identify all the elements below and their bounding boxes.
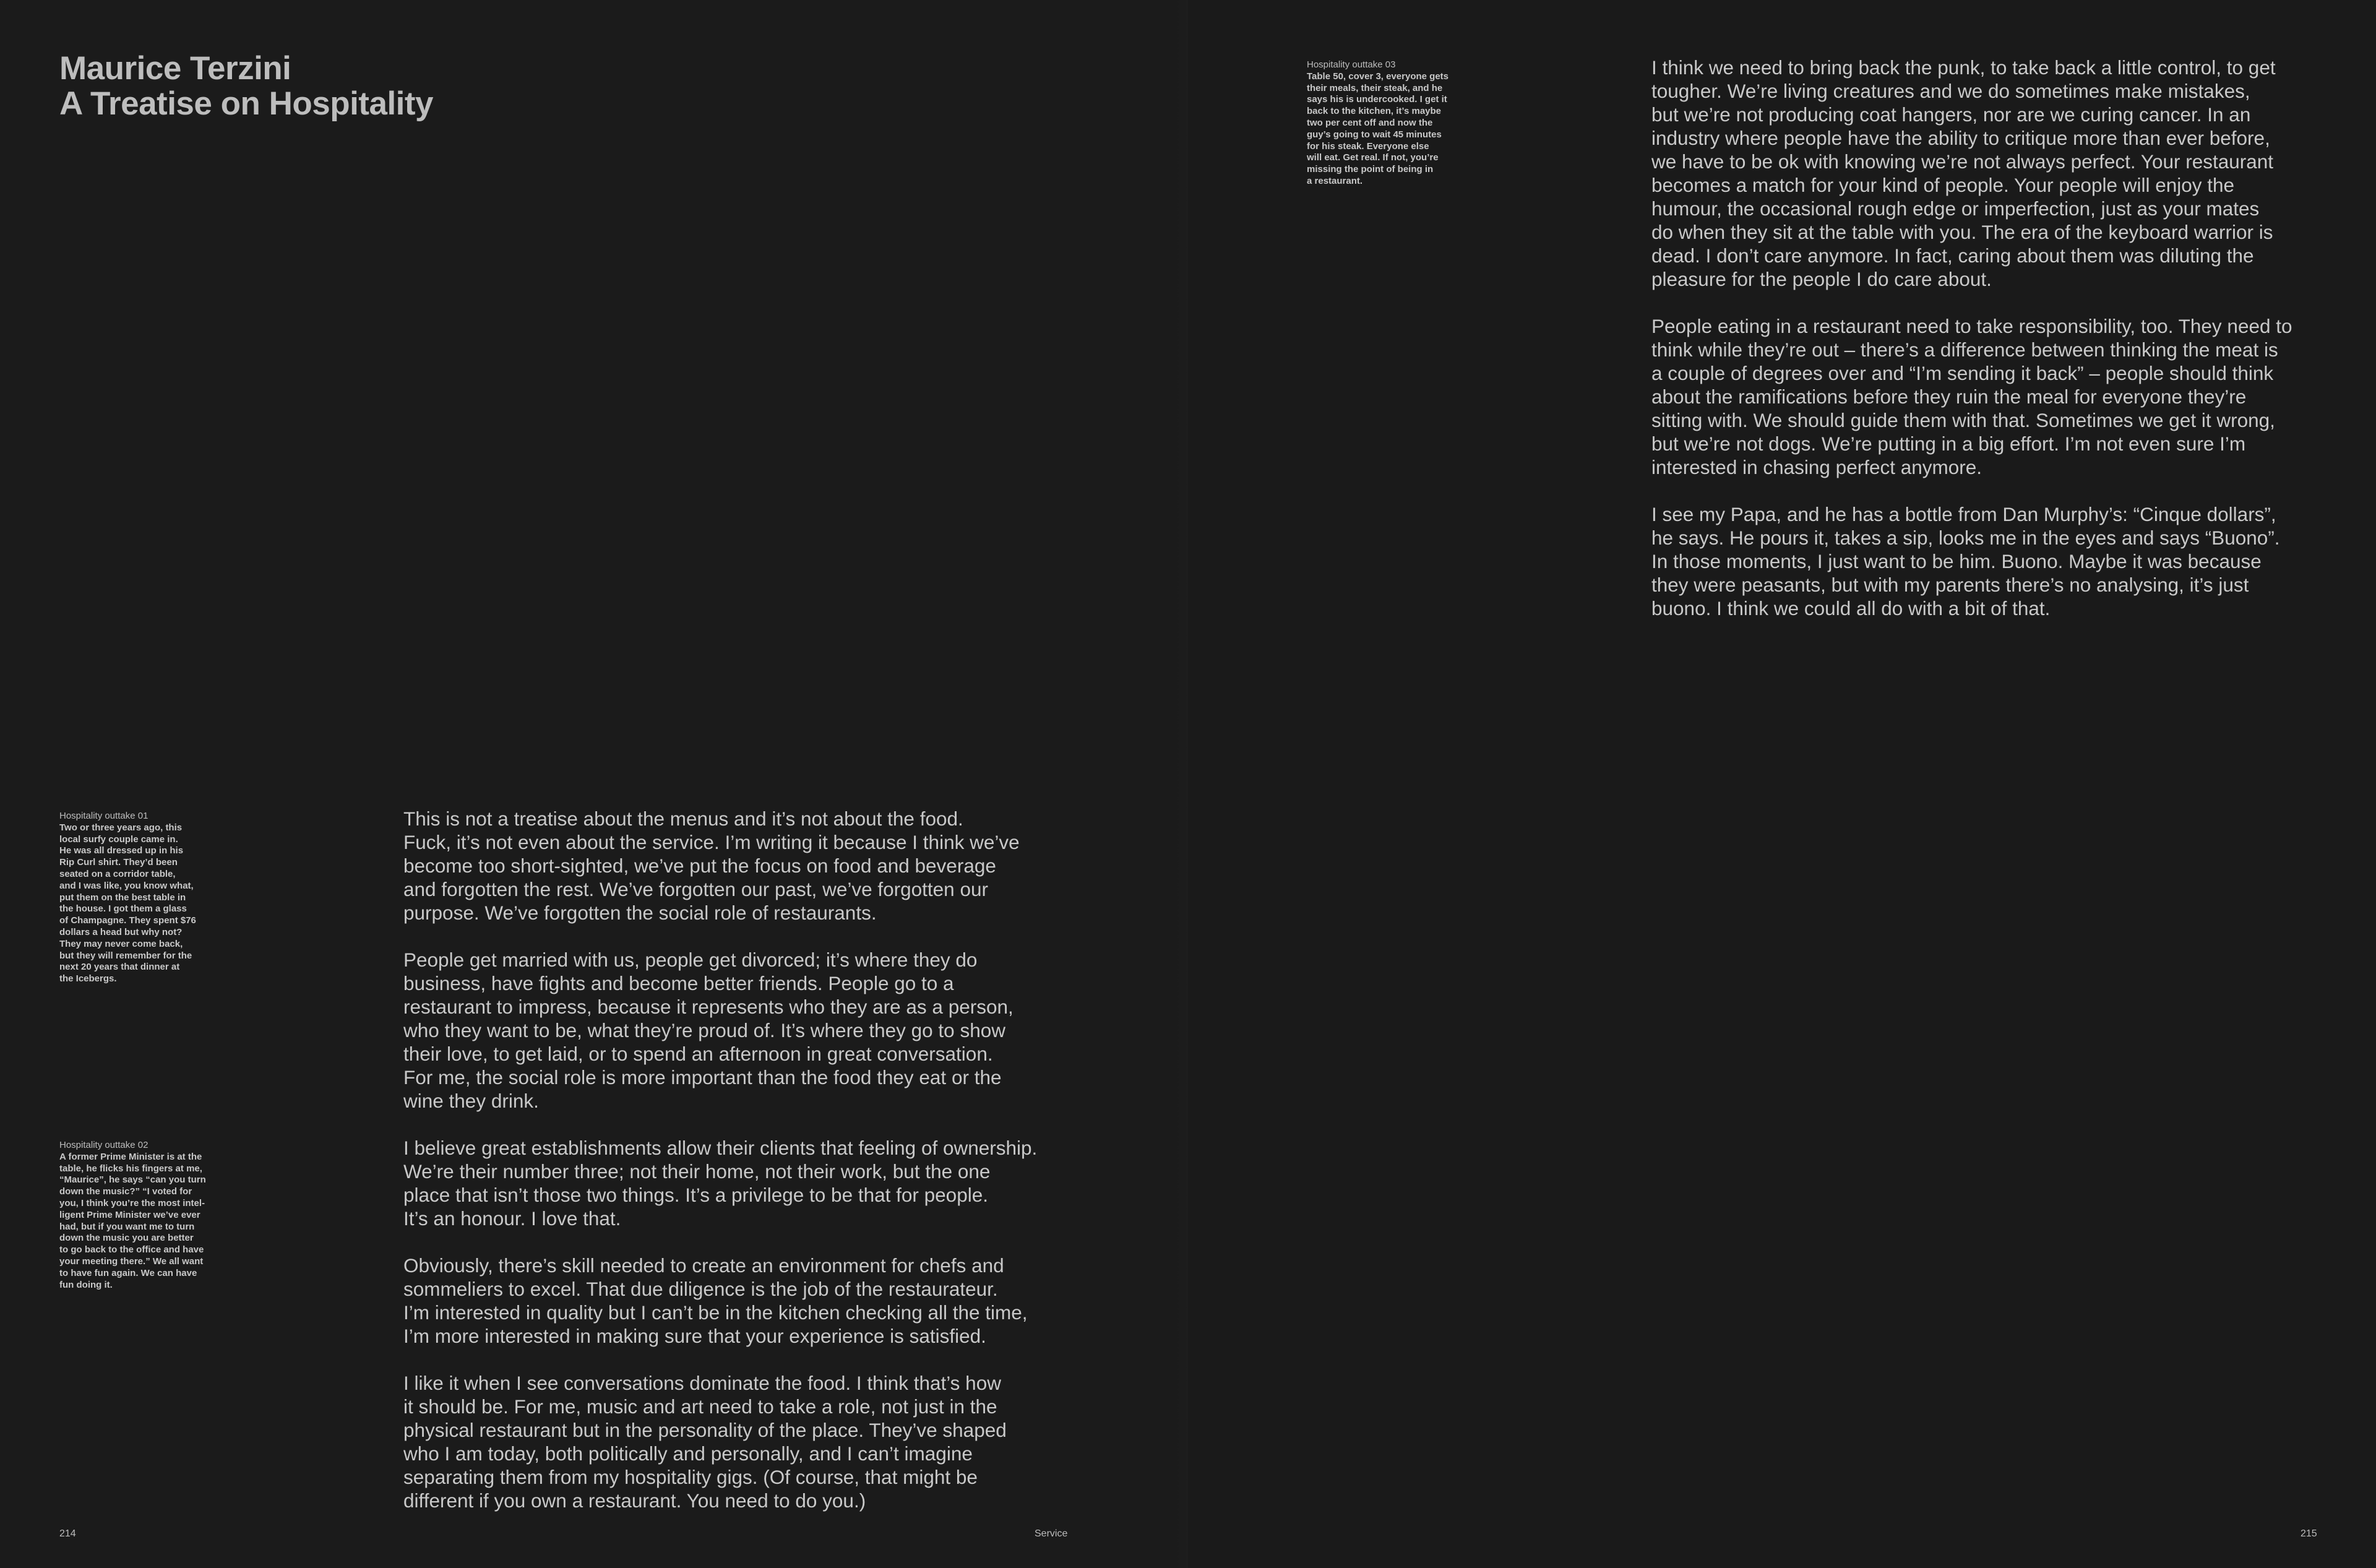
sidenote-label: Hospitality outtake 03 [1307, 59, 1396, 70]
sidenote-text: A former Prime Minister is at the table, he flicks his fingers at me, “Maurice”, he says “can you turn down the music?” “I voted for you, I think you’re the most intel- ligent Prime Minister we’ve ever had, but if you want me to turn down the music you are better to go back to the office and have your meeting there.” We all want to have fun again. We can have fun doing it. [59, 1151, 206, 1290]
section-label: Service [1035, 1528, 1068, 1539]
sidenote-outtake-03 [1307, 59, 1461, 187]
sidenote-label: Hospitality outtake 02 [59, 1140, 148, 1150]
paragraph: I believe great establishments allow their clients that feeling of ownership. We’re their number three; not their home, not their work, but the one place that isn’t those two things. It’s a privilege to be that for people. It’s an honour. I love that. [403, 1137, 1038, 1230]
sidenote-text: Table 50, cover 3, everyone gets their meals, their steak, and he says his is undercooked. I get it back to the kitchen, it’s maybe two per cent off and now the guy’s going to wait 45 minutes for his steak. Everyone else will eat. Get real. If not, you’re missing the point of being in a restaurant. [1307, 71, 1449, 186]
treatise-title: A Treatise on Hospitality [59, 85, 434, 122]
paragraph: I see my Papa, and he has a bottle from Dan Murphy’s: “Cinque dollars”, he says. He pours it, takes a sip, looks me in the eyes and says “Buono”. In those moments, I just want to be him. Buono. Maybe it was because they were peasants, but with my parents there’s no analysing, it’s just buono. I think we could all do with a bit of that. [1651, 503, 2280, 619]
paragraph: I think we need to bring back the punk, to take back a little control, to get tougher. We’re living creatures and we do sometimes make mistakes, but we’re not producing coat hangers, nor are we curing cancer. In an industry where people have the ability to critique more than ever before, we have to be ok with knowing we’re not always perfect. Your restaurant becomes a match for your kind of people. Your people will enjoy the humour, the occasional rough edge or imperfection, just as your mates do when they sit at the table with you. The era of the keyboard warrior is dead. I don’t care anymore. In fact, caring about them was diluting the pleasure for the people I do care about. [1651, 56, 2276, 290]
page-number-right: 215 [2301, 1528, 2317, 1539]
page-number-left: 214 [59, 1528, 76, 1539]
author-name: Maurice Terzini [59, 50, 291, 87]
paragraph: People get married with us, people get divorced; it’s where they do business, have fights and become better friends. People go to a restaurant to impress, because it represents who they are as a person, who they want to be, what they’re proud of. It’s where they go to show their love, to get laid, or to spend an afternoon in great conversation. For me, the social role is more important than the food they eat or the wine they drink. [403, 949, 1014, 1112]
sidenote-outtake-02 [59, 1140, 214, 1291]
sidenote-text: Two or three years ago, this local surfy couple came in. He was all dressed up in his Rip Curl shirt. They’d been seated on a corridor table, and I was like, you know what, put them on the best table in the house. I got them a glass of Champagne. They spent $76 dollars a head but why not? They may never come back, but they will remember for the next 20 years that dinner at the Icebergs. [59, 822, 196, 984]
paragraph: People eating in a restaurant need to take responsibility, too. They need to think while they’re out – there’s a difference between thinking the meat is a couple of degrees over and “I’m sending it back” – people should think about the ramifications before they ruin the meal for everyone they’re sitting with. We should guide them with that. Sometimes we get it wrong, but we’re not dogs. We’re putting in a big effort. I’m not even sure I’m interested in chasing perfect anymore. [1651, 315, 2292, 478]
right-page [1188, 0, 2376, 1568]
sidenote-label: Hospitality outtake 01 [59, 811, 148, 821]
paragraph: Obviously, there’s skill needed to create an environment for chefs and sommeliers to excel. That due diligence is the job of the restaurateur. I’m interested in quality but I can’t be in the kitchen checking all the time, I’m more interested in making sure that your experience is satisfied. [403, 1254, 1028, 1347]
paragraph: I like it when I see conversations dominate the food. I think that’s how it should be. For me, music and art need to take a role, not just in the physical restaurant but in the personality of the place. They’ve shaped who I am today, both politically and personally, and I can’t imagine separating them from my hospitality gigs. (Of course, that might be different if you own a restaurant. You need to do you.) [403, 1372, 1007, 1512]
right-body-text [1651, 56, 2344, 644]
sidenote-outtake-01 [59, 811, 214, 985]
paragraph: This is not a treatise about the menus and it’s not about the food. Fuck, it’s not even about the service. I’m writing it because I think we’ve become too short-sighted, we’ve put the focus on food and beverage and forgotten the rest. We’ve forgotten our past, we’ve forgotten our purpose. We’ve forgotten the social role of restaurants. [403, 808, 1020, 924]
article-title [59, 51, 433, 121]
left-body-text [403, 807, 1109, 1536]
